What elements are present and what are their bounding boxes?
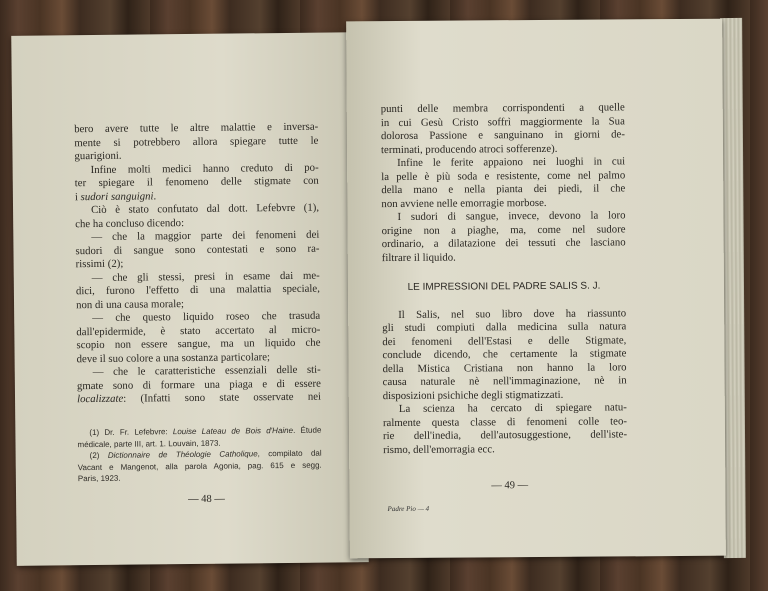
text-segment: — che gli stessi, presi in esame dai me- bbox=[91, 269, 320, 284]
right-body-text bbox=[381, 101, 627, 457]
text-segment: rismo, dell'emorragia ecc. bbox=[383, 442, 495, 456]
page-number-48: — 48 — bbox=[188, 493, 225, 506]
text-segment: ralmente questa classe di fenomeni colle teo- bbox=[382, 414, 627, 429]
text-segment: punti delle membra corrispondenti a quelle bbox=[380, 101, 625, 116]
text-segment: causa naturale nè nell'immaginazione, nè in bbox=[382, 374, 627, 389]
text-segment: Ciò è stato confutato dal dott. Lefebvre (1), bbox=[91, 201, 320, 217]
text-line bbox=[78, 471, 322, 485]
page-number-49: — 49 — bbox=[491, 480, 529, 492]
text-segment: rie dell'inedia, dell'autosuggestione, dell'iste- bbox=[382, 428, 628, 443]
text-segment: ter spiegare il fenomeno delle stigmate con bbox=[74, 174, 319, 190]
italic-text: Dictionnaire de Théologie Catholique bbox=[107, 449, 258, 460]
text-segment: . bbox=[153, 189, 157, 202]
text-line bbox=[383, 374, 627, 389]
text-segment: . Étude bbox=[293, 425, 322, 435]
text-segment: terminati, producendo atroci sofferenze). bbox=[380, 142, 558, 156]
text-line bbox=[383, 428, 627, 443]
left-page bbox=[11, 32, 369, 566]
text-segment: dici, furono l'effetto di una malattia speciale, bbox=[75, 282, 320, 298]
text-segment: deve il suo colore a una sostanza particolare; bbox=[76, 350, 271, 365]
italic-text: sudori sanguigni bbox=[80, 189, 154, 203]
text-segment: I sudori di sangue, invece, devono la loro bbox=[397, 209, 626, 223]
text-segment: dolorosa Passione e sanguinano in giorni de- bbox=[380, 128, 625, 143]
text-segment: dei fenomeni dell'Estasi e delle Stigmate, bbox=[382, 333, 627, 348]
text-segment: Infine le ferite appaiono nei luoghi in cui bbox=[397, 155, 626, 169]
text-segment: gli studi compiuti dalla medicina sulla natura bbox=[382, 320, 627, 335]
text-line bbox=[76, 283, 320, 299]
text-segment: in cui Gesù Cristo soffrì maggiormente la Sua bbox=[380, 114, 625, 129]
text-segment: mente si potrebbero allora spiegare tutte le bbox=[74, 134, 319, 149]
italic-text: Louise Lateau de Bois d'Haine bbox=[172, 425, 294, 437]
text-segment: che ha concluso dicendo: bbox=[75, 216, 185, 230]
text-segment: — che questo liquido roseo che trasuda bbox=[92, 309, 321, 325]
text-line bbox=[75, 202, 319, 218]
text-segment: La scienza ha cercato di spiegare natu- bbox=[398, 401, 627, 415]
text-segment: LE IMPRESSIONI DEL PADRE SALIS S. J. bbox=[407, 280, 601, 293]
text-segment: scopio non essere sangue, ma un liquido che bbox=[76, 336, 321, 352]
text-segment: médicale, parte III, art. 1. Louvain, 1873. bbox=[77, 438, 221, 449]
text-segment: Paris, 1923. bbox=[77, 473, 121, 484]
text-segment: Vacant e Mangenot, alla parola Agonia, pag. 615 e segg. bbox=[77, 460, 322, 472]
text-segment: dall'epidermide, è stato accertato al micro- bbox=[76, 323, 321, 338]
text-segment: sudori di sangue sono contestati e sono ra- bbox=[75, 242, 320, 257]
text-segment: la pelle è più soda e resistente, come nel palmo bbox=[381, 168, 626, 183]
text-line bbox=[77, 391, 321, 407]
right-page bbox=[346, 19, 726, 559]
text-line bbox=[381, 128, 625, 143]
text-segment: — che le caratteristiche essenziali delle sti- bbox=[92, 363, 321, 379]
text-line bbox=[75, 175, 319, 191]
text-segment: Infine molti medici hanno creduto di po- bbox=[90, 161, 319, 176]
text-segment: filtrare il liquido. bbox=[381, 251, 456, 264]
text-segment: disposizioni psichiche degli stigmatizzati. bbox=[382, 388, 564, 402]
text-segment: bero avere tutte le altre malattie e inversa- bbox=[74, 120, 319, 136]
text-segment: , compilato dal bbox=[257, 448, 322, 459]
text-line bbox=[381, 182, 625, 197]
signature-mark: Padre Pio — 4 bbox=[387, 504, 430, 514]
text-line bbox=[382, 236, 626, 251]
text-segment: guarigioni. bbox=[74, 149, 122, 163]
text-line bbox=[75, 242, 319, 258]
text-segment: i bbox=[74, 190, 81, 203]
text-line bbox=[74, 134, 318, 150]
text-segment: : (Infatti sono state osservate nei bbox=[123, 390, 322, 405]
text-line bbox=[383, 442, 627, 457]
text-segment: rissimi (2); bbox=[75, 257, 124, 271]
text-segment: Il Salis, nel suo libro dove ha riassunto bbox=[398, 306, 627, 321]
text-segment: (1) Dr. Fr. Lefebvre: bbox=[89, 427, 173, 438]
text-segment: — che la maggior parte dei fenomeni dei bbox=[91, 228, 320, 244]
text-segment: della Mistica Cristiana non hanno la loro bbox=[382, 360, 627, 375]
text-segment: ordinario, a dilatazione dei tessuti che lasciano bbox=[381, 236, 626, 251]
text-segment: conclude dicendo, che certamente la stigmate bbox=[382, 347, 627, 362]
text-line bbox=[382, 250, 626, 265]
text-segment: non avviene nelle emorragie morbose. bbox=[381, 196, 547, 210]
text-line bbox=[76, 337, 320, 353]
text-segment: (2) bbox=[89, 450, 108, 461]
section-heading bbox=[382, 279, 626, 294]
text-segment: gmate sono di formare una piaga e di essere bbox=[76, 377, 321, 392]
left-body-text bbox=[74, 121, 321, 407]
left-footnotes bbox=[77, 425, 322, 485]
text-segment: della mano e nella pianta dei piedi, il che bbox=[381, 182, 626, 197]
text-segment: non di una causa morale; bbox=[75, 297, 185, 311]
italic-text: localizzate bbox=[76, 392, 124, 406]
text-segment: origine non a piaghe, ma, come nel sudore bbox=[381, 222, 626, 237]
